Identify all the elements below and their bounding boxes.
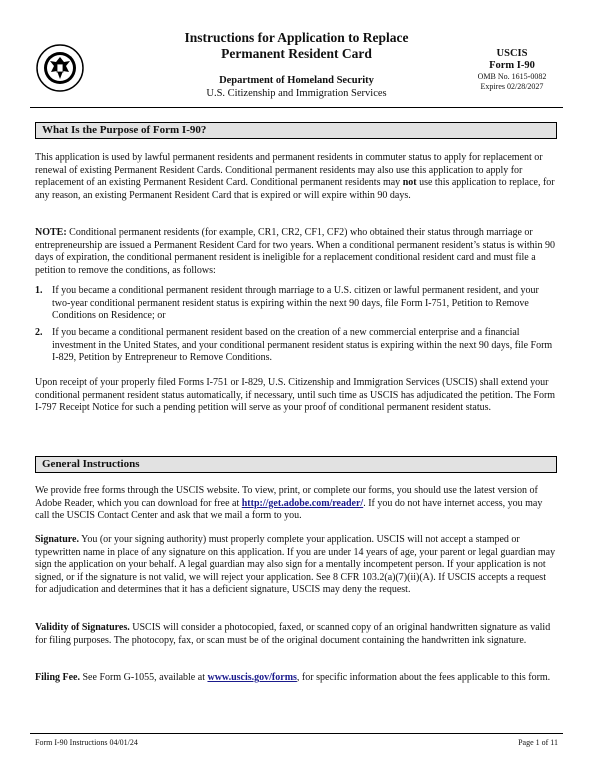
note-label: NOTE: bbox=[35, 227, 67, 238]
validity-paragraph bbox=[35, 622, 557, 647]
document-title-line2: Permanent Resident Card bbox=[221, 46, 372, 61]
signature-label: Signature. bbox=[35, 534, 79, 545]
forms-text-a: We provide free forms through the USCIS website. To view, print, or complete our forms, you should use the latest version of Adobe Reader, which you can download for free at bbox=[35, 485, 538, 509]
department-name: Department of Homeland Security bbox=[219, 75, 374, 86]
omb-number: OMB No. 1615-0082 bbox=[477, 72, 547, 81]
uscis-forms-link[interactable]: www.uscis.gov/forms bbox=[207, 672, 297, 683]
footer-form-version: Form I-90 Instructions 04/01/24 bbox=[35, 738, 138, 747]
section-heading-general bbox=[35, 456, 557, 473]
dhs-seal-icon bbox=[36, 44, 84, 92]
fee-text-b: , for specific information about the fees applicable to this form. bbox=[296, 672, 551, 683]
signature-paragraph bbox=[35, 534, 557, 597]
forms-paragraph bbox=[35, 485, 557, 523]
purpose-paragraph bbox=[35, 152, 557, 202]
purpose-text-b: use this application to replace, for any reason, an existing Permanent Resident Card that is expired or will expire within 90 days. bbox=[35, 177, 555, 201]
agency-name: U.S. Citizenship and Immigration Services bbox=[206, 88, 387, 99]
forms-text-b: . If you do not have internet access, you may call the USCIS Contact Center and ask that we mail a form to you. bbox=[35, 497, 543, 522]
validity-text: USCIS will consider a photocopied, faxed, or scanned copy of an original handwritten signature as valid for filing purposes. The photocopy, fax, or scan must be of the original document containing the handwritten ink signature. bbox=[35, 622, 551, 646]
note-text: Conditional permanent residents (for example, CR1, CR2, CF1, CF2) who obtained their status through marriage or entrepreneurship are issued a Permanent Resident Card for two years. When a conditional permanent resident’s status is within 90 days of expiration, the conditional permanent resident is ineligible for a replacement conditional resident card and must file a petition to remove the conditions, as follows: bbox=[35, 227, 555, 276]
form-meta bbox=[467, 48, 557, 92]
purpose-text-a: This application is used by lawful permanent residents and permanent residents in commuter status to apply for replacement or renewal of existing Permanent Resident Cards. Conditional permanent residents may also use this application to apply for replacement of an existing Permanent Resident Card. Conditional permanent residents may bbox=[35, 152, 543, 189]
receipt-paragraph: Upon receipt of your properly filed Forms I-751 or I-829, U.S. Citizenship and Immigration Services (USCIS) shall extend your conditional permanent resident status automatically, if necessary, until such time as USCIS has adjudicated the petition. The Form I-797 Receipt Notice for such a pending petition will serve as your proof of conditional permanent resident status. bbox=[35, 377, 556, 414]
list-item-text: If you became a conditional permanent resident through marriage to a U.S. citizen or lawful permanent resident, and your two-year conditional permanent resident status is expiring within the next 90 days, file Form I-751, Petition to Remove Conditions on Residence; or bbox=[52, 285, 539, 322]
list-item bbox=[35, 327, 557, 365]
header-divider bbox=[30, 107, 563, 108]
purpose-text-bold: not bbox=[402, 177, 417, 189]
fee-paragraph bbox=[35, 672, 557, 685]
footer-divider bbox=[30, 733, 563, 734]
expiration-date: Expires 02/28/2027 bbox=[480, 82, 544, 91]
title-block bbox=[150, 30, 443, 100]
validity-label: Validity of Signatures. bbox=[35, 622, 130, 633]
fee-text-a: See Form G-1055, available at bbox=[80, 672, 208, 683]
document-title-line1: Instructions for Application to Replace bbox=[184, 30, 409, 45]
section-heading-text: General Instructions bbox=[42, 458, 140, 470]
list-item bbox=[35, 285, 557, 323]
footer-page-number: Page 1 of 11 bbox=[518, 738, 558, 747]
adobe-reader-link[interactable]: http://get.adobe.com/reader/ bbox=[241, 497, 364, 509]
signature-text: You (or your signing authority) must properly complete your application. USCIS will not accept a stamped or typewritten name in place of any signature on this application. If you are under 14 years of age, your parent or legal guardian may sign the application on your behalf. A legal guardian may also sign for a mentally incompetent person. If your application is not signed, or if the signature is not valid, we will reject your application. See 8 CFR 103.2(a)(7)(ii)(A). If USCIS accepts a request for adjudication and determines that it has a deficient signature, USCIS may deny the request. bbox=[35, 534, 556, 596]
section-heading-text: What Is the Purpose of Form I-90? bbox=[42, 124, 207, 136]
note-paragraph bbox=[35, 227, 557, 277]
agency-abbr: USCIS bbox=[496, 48, 528, 59]
list-item-text: If you became a conditional permanent resident based on the creation of a new commercial enterprise and a financial investment in the United States, and your conditional permanent resident status is expiring within the next 90 days, file Form I-829, Petition by Entrepreneur to Remove Conditions. bbox=[52, 327, 553, 364]
list-item-number: 1. bbox=[35, 285, 43, 296]
section-heading-purpose bbox=[35, 122, 557, 139]
fee-label: Filing Fee. bbox=[35, 672, 80, 683]
form-number: Form I-90 bbox=[489, 60, 535, 71]
list-item-number: 2. bbox=[35, 327, 43, 338]
